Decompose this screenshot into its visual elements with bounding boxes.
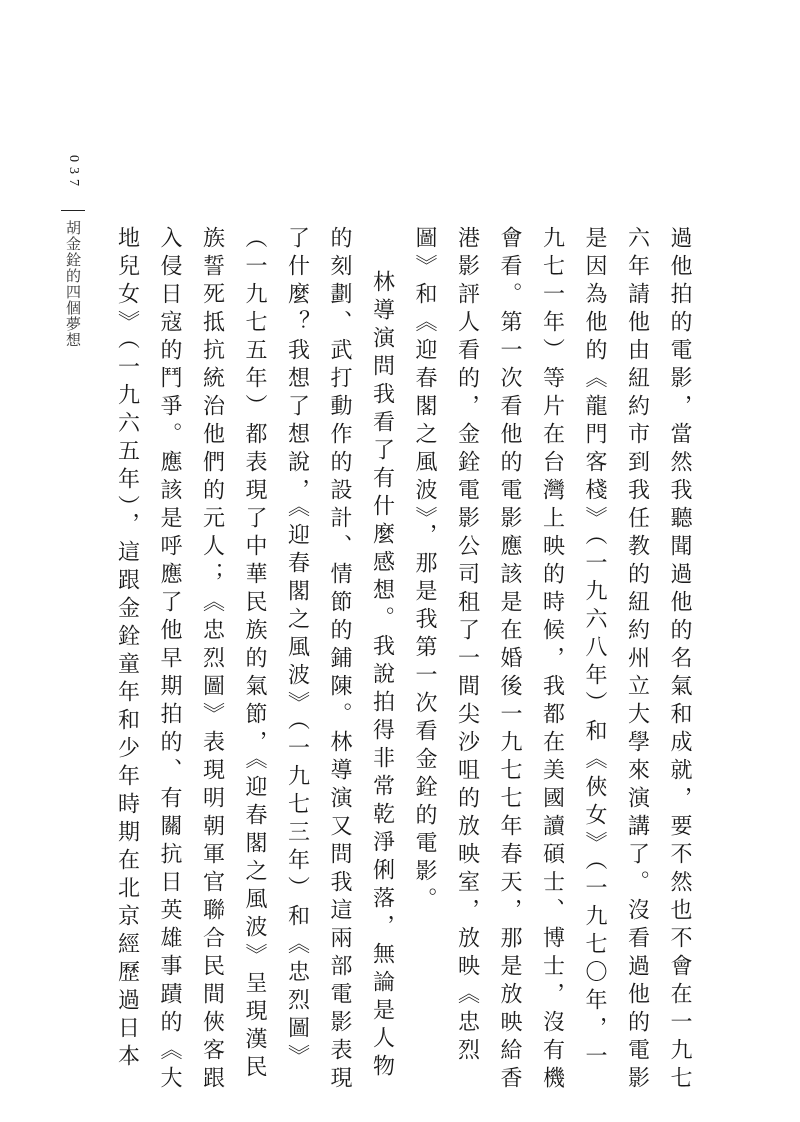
page-number: 037	[66, 155, 81, 191]
paragraph-2: 林導演問我看了有什麼感想。我說拍得非常乾淨俐落，無論是人物的刻劃、武打動作的設計、情節的鋪陳。林導演又問我這兩部電影表現了什麼？我想了想說，《迎春閣之風波》（一九七三年）和《忠烈圖》（一九七五年）都表現了中華民族的氣節，《迎春閣之風波》呈現漢民族誓死抵抗統治他們的元人；《忠烈圖》表現明朝軍官聯合民間俠客跟入侵日寇的鬥爭。應該是呼應了他早期拍的、有關抗日英雄事蹟的《大地兒女》（一九六五年），這跟金銓童年和少年時期在北京經歷過日本	[114, 226, 395, 1094]
body-text	[105, 226, 700, 1096]
paragraph-1: 過他拍的電影，當然我聽聞過他的名氣和成就，要不然也不會在一九七六年請他由紐約市到我任教的紐約州立大學來演講了。沒看過他的電影是因為他的《龍門客棧》（一九六八年）和《俠女》（一九七〇年，一九七一年）等片在台灣上映的時候，我都在美國讀碩士、博士，沒有機會看。第一次看他的電影應該是在婚後一九七七年春天，那是放映給香港影評人看的，金銓電影公司租了一間尖沙咀的放映室，放映《忠烈圖》和《迎春閣之風波》，那是我第一次看金銓的電影。	[412, 226, 692, 1094]
header-divider	[61, 210, 85, 211]
running-title: 胡金銓的四個夢想	[64, 220, 82, 348]
